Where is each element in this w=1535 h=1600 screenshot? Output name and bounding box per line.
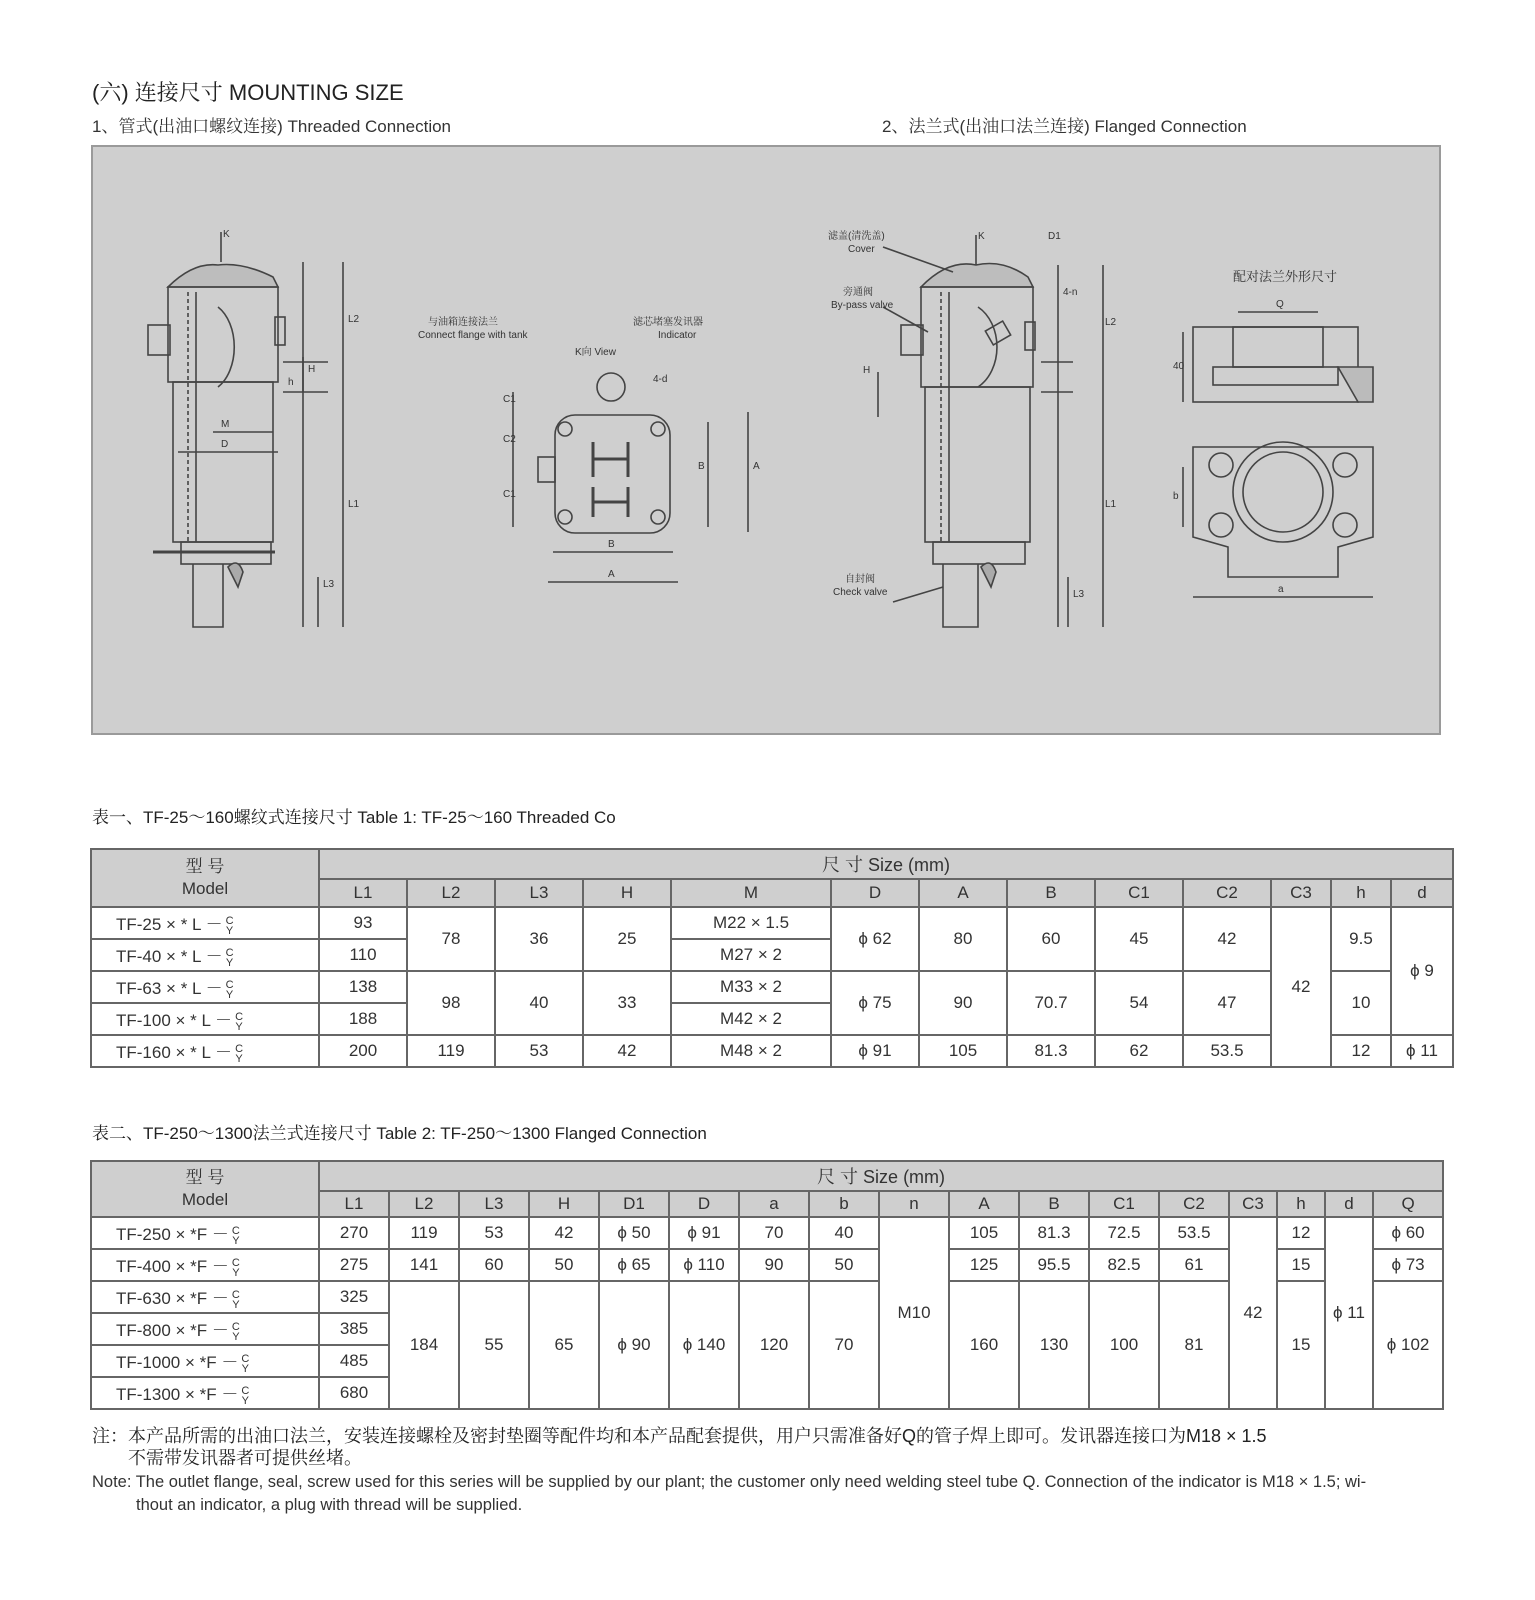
cell-l3: 53 bbox=[495, 1035, 583, 1067]
suffix-y: Y bbox=[241, 1394, 249, 1407]
suffix-y: Y bbox=[225, 988, 234, 1001]
cell-l2: 119 bbox=[389, 1217, 459, 1249]
suffix-c: C bbox=[231, 1288, 240, 1301]
label-cover-en: Cover bbox=[848, 244, 875, 255]
cell-b: 60 bbox=[1007, 907, 1095, 971]
model-name: TF-800 × *F － bbox=[116, 1321, 229, 1341]
col-header: M bbox=[671, 879, 831, 907]
col-header: A bbox=[949, 1191, 1019, 1217]
label-d1: D1 bbox=[1048, 231, 1061, 242]
suffix-c: C bbox=[225, 914, 234, 927]
cell-l1: 110 bbox=[319, 939, 407, 971]
cell-c2: 53.5 bbox=[1159, 1217, 1229, 1249]
cell-m: M22 × 1.5 bbox=[671, 907, 831, 939]
label-m: M bbox=[221, 419, 230, 430]
col-header: C3 bbox=[1271, 879, 1331, 907]
section-title: (六) 连接尺寸 MOUNTING SIZE bbox=[92, 80, 404, 105]
suffix-y: Y bbox=[225, 956, 234, 969]
table-row bbox=[91, 1035, 1453, 1067]
cell-c1: 82.5 bbox=[1089, 1249, 1159, 1281]
model-cell bbox=[91, 939, 319, 971]
cell-l2: 141 bbox=[389, 1249, 459, 1281]
model-header-cn: 型 号 bbox=[185, 857, 225, 876]
label-q: Q bbox=[1276, 299, 1284, 310]
model-name: TF-100 × * L － bbox=[116, 1011, 233, 1031]
cell-n: M10 bbox=[879, 1217, 949, 1409]
technical-drawing bbox=[93, 147, 1439, 733]
cell-h: 42 bbox=[583, 1035, 671, 1067]
label-d: D bbox=[221, 439, 229, 450]
suffix-cy bbox=[232, 1258, 240, 1278]
cell-b: 40 bbox=[809, 1217, 879, 1249]
col-header: H bbox=[529, 1191, 599, 1217]
cell-hh: 12 bbox=[1277, 1217, 1325, 1249]
cell-bb: 81.3 bbox=[1019, 1217, 1089, 1249]
col-header: d bbox=[1391, 879, 1453, 907]
cell-aa: 105 bbox=[949, 1217, 1019, 1249]
model-header-cn: 型 号 bbox=[185, 1168, 225, 1187]
label-k: K bbox=[223, 229, 230, 240]
model-name: TF-1000 × *F － bbox=[116, 1353, 239, 1373]
cell-d: ϕ 62 bbox=[831, 907, 919, 971]
table1-caption: 表一、TF-25～160螺纹式连接尺寸 Table 1: TF-25～160 Threaded Co bbox=[92, 808, 616, 827]
suffix-cy bbox=[232, 1290, 240, 1310]
suffix-c: C bbox=[241, 1384, 250, 1397]
cell-hh: 15 bbox=[1277, 1281, 1325, 1409]
col-header: C2 bbox=[1159, 1191, 1229, 1217]
cell-l1: 138 bbox=[319, 971, 407, 1003]
cell-a: 70 bbox=[739, 1217, 809, 1249]
cell-d: ϕ 91 bbox=[669, 1217, 739, 1249]
technical-drawing-panel bbox=[91, 145, 1441, 735]
col-header: L1 bbox=[319, 1191, 389, 1217]
cell-m: M42 × 2 bbox=[671, 1003, 831, 1035]
cell-m: M27 × 2 bbox=[671, 939, 831, 971]
cell-a: 90 bbox=[739, 1249, 809, 1281]
k-view-drawing bbox=[513, 373, 748, 582]
label-kview: K向 View bbox=[575, 347, 616, 358]
subtitle-flanged: 2、法兰式(出油口法兰连接) Flanged Connection bbox=[882, 117, 1247, 136]
cell-b: 70.7 bbox=[1007, 971, 1095, 1035]
col-header: Q bbox=[1373, 1191, 1443, 1217]
cell-l3: 40 bbox=[495, 971, 583, 1035]
cell-l1: 93 bbox=[319, 907, 407, 939]
cell-c1: 54 bbox=[1095, 971, 1183, 1035]
model-cell bbox=[91, 1003, 319, 1035]
cell-l1: 275 bbox=[319, 1249, 389, 1281]
suffix-cy bbox=[235, 1044, 243, 1064]
label-flange-en: Connect flange with tank bbox=[418, 330, 528, 341]
label-b-shape: b bbox=[1173, 491, 1179, 502]
cell-a: 105 bbox=[919, 1035, 1007, 1067]
suffix-c: C bbox=[231, 1320, 240, 1333]
cell-m: M33 × 2 bbox=[671, 971, 831, 1003]
col-header: B bbox=[1019, 1191, 1089, 1217]
cell-d: ϕ 75 bbox=[831, 971, 919, 1035]
label-flange-shape: 配对法兰外形尺寸 bbox=[1233, 269, 1338, 284]
label-c1-bottom: C1 bbox=[503, 489, 516, 500]
model-name: TF-40 × * L － bbox=[116, 947, 223, 967]
table-row bbox=[91, 1217, 1443, 1249]
cell-c1: 62 bbox=[1095, 1035, 1183, 1067]
suffix-cy bbox=[226, 948, 234, 968]
cell-d1: ϕ 50 bbox=[599, 1217, 669, 1249]
model-cell bbox=[91, 907, 319, 939]
suffix-y: Y bbox=[232, 1234, 240, 1247]
col-header: n bbox=[879, 1191, 949, 1217]
cell-a: 80 bbox=[919, 907, 1007, 971]
table-threaded bbox=[90, 848, 1454, 1068]
cell-c2: 42 bbox=[1183, 907, 1271, 971]
suffix-cy bbox=[241, 1354, 249, 1374]
note-en-line1: Note: The outlet flange, seal, screw used for this series will be supplied by our plant; the customer only need welding steel tube Q. Connection of the indicator is M18 × 1.5; wi- bbox=[92, 1473, 1367, 1491]
label-check-cn: 自封阀 bbox=[845, 574, 875, 585]
cell-l1: 200 bbox=[319, 1035, 407, 1067]
model-header bbox=[91, 849, 319, 907]
cell-c1: 45 bbox=[1095, 907, 1183, 971]
col-header: L3 bbox=[459, 1191, 529, 1217]
col-header: a bbox=[739, 1191, 809, 1217]
model-cell bbox=[91, 1281, 319, 1313]
col-header: L1 bbox=[319, 879, 407, 907]
model-header-en: Model bbox=[181, 879, 229, 898]
cell-h: 65 bbox=[529, 1281, 599, 1409]
suffix-y: Y bbox=[235, 1052, 243, 1065]
label-c2: C2 bbox=[503, 434, 516, 445]
cell-bb: 95.5 bbox=[1019, 1249, 1089, 1281]
suffix-cy bbox=[235, 1012, 243, 1032]
label-indicator-en: Indicator bbox=[658, 330, 697, 341]
label-4n: 4-n bbox=[1063, 287, 1078, 298]
model-cell bbox=[91, 1345, 319, 1377]
cell-c3: 42 bbox=[1229, 1217, 1277, 1409]
col-header: D1 bbox=[599, 1191, 669, 1217]
cell-a: 120 bbox=[739, 1281, 809, 1409]
cell-q: ϕ 102 bbox=[1373, 1281, 1443, 1409]
model-header-en: Model bbox=[181, 1190, 229, 1209]
label-b-bottom: B bbox=[608, 539, 615, 550]
cell-c2: 61 bbox=[1159, 1249, 1229, 1281]
cell-d1: ϕ 65 bbox=[599, 1249, 669, 1281]
cell-a: 90 bbox=[919, 971, 1007, 1035]
col-header: C1 bbox=[1089, 1191, 1159, 1217]
cell-l1: 385 bbox=[319, 1313, 389, 1345]
cell-d: ϕ 110 bbox=[669, 1249, 739, 1281]
cell-l2: 184 bbox=[389, 1281, 459, 1409]
suffix-y: Y bbox=[225, 924, 234, 937]
cell-l3: 36 bbox=[495, 907, 583, 971]
suffix-cy bbox=[226, 980, 234, 1000]
model-name: TF-63 × * L － bbox=[116, 979, 223, 999]
col-header: d bbox=[1325, 1191, 1373, 1217]
model-name: TF-250 × *F － bbox=[116, 1225, 229, 1245]
label-check-en: Check valve bbox=[833, 587, 888, 598]
label-h-flanged: H bbox=[863, 365, 871, 376]
suffix-y: Y bbox=[232, 1266, 240, 1279]
cell-h: 50 bbox=[529, 1249, 599, 1281]
col-header: C3 bbox=[1229, 1191, 1277, 1217]
cell-h: 25 bbox=[583, 907, 671, 971]
model-cell bbox=[91, 1377, 319, 1409]
suffix-cy bbox=[232, 1226, 240, 1246]
model-cell bbox=[91, 1313, 319, 1345]
label-l1-flanged: L1 bbox=[1105, 499, 1117, 510]
col-header: L2 bbox=[389, 1191, 459, 1217]
cell-c2: 47 bbox=[1183, 971, 1271, 1035]
col-header: L3 bbox=[495, 879, 583, 907]
cell-hh: 15 bbox=[1277, 1249, 1325, 1281]
note-cn-line2: 不需带发讯器者可提供丝堵。 bbox=[128, 1448, 362, 1468]
cell-dd: ϕ 11 bbox=[1325, 1217, 1373, 1409]
label-40: 40 bbox=[1173, 361, 1185, 372]
label-bypass-en: By-pass valve bbox=[831, 300, 894, 311]
label-l1: L1 bbox=[348, 499, 360, 510]
label-l3: L3 bbox=[323, 579, 335, 590]
cell-c1: 72.5 bbox=[1089, 1217, 1159, 1249]
cell-l1: 485 bbox=[319, 1345, 389, 1377]
subtitle-threaded: 1、管式(出油口螺纹连接) Threaded Connection bbox=[92, 117, 452, 136]
model-name: TF-160 × * L － bbox=[116, 1043, 233, 1063]
cell-hh: 12 bbox=[1331, 1035, 1391, 1067]
note-chinese bbox=[92, 1425, 1452, 1469]
suffix-y: Y bbox=[235, 1020, 243, 1033]
col-header: L2 bbox=[407, 879, 495, 907]
col-header: b bbox=[809, 1191, 879, 1217]
label-c1-top: C1 bbox=[503, 394, 516, 405]
cell-l2: 119 bbox=[407, 1035, 495, 1067]
suffix-c: C bbox=[225, 978, 234, 991]
cell-c1: 100 bbox=[1089, 1281, 1159, 1409]
cell-l2: 98 bbox=[407, 971, 495, 1035]
suffix-cy bbox=[226, 916, 234, 936]
col-header: H bbox=[583, 879, 671, 907]
suffix-c: C bbox=[235, 1010, 244, 1023]
cell-b: 81.3 bbox=[1007, 1035, 1095, 1067]
cell-hh: 10 bbox=[1331, 971, 1391, 1035]
suffix-cy bbox=[241, 1386, 249, 1406]
col-header: B bbox=[1007, 879, 1095, 907]
cell-d: ϕ 140 bbox=[669, 1281, 739, 1409]
suffix-c: C bbox=[231, 1224, 240, 1237]
cell-l3: 55 bbox=[459, 1281, 529, 1409]
suffix-c: C bbox=[241, 1352, 250, 1365]
model-name: TF-25 × * L － bbox=[116, 915, 223, 935]
cell-hh: 9.5 bbox=[1331, 907, 1391, 971]
cell-aa: 125 bbox=[949, 1249, 1019, 1281]
label-hh: h bbox=[288, 377, 294, 388]
suffix-c: C bbox=[235, 1042, 244, 1055]
threaded-filter-drawing bbox=[148, 232, 343, 627]
cell-h: 33 bbox=[583, 971, 671, 1035]
cell-b: 50 bbox=[809, 1249, 879, 1281]
label-k-flanged: K bbox=[978, 231, 985, 242]
note-english bbox=[92, 1471, 1452, 1517]
label-cover-cn: 滤盖(清洗盖) bbox=[828, 231, 885, 242]
cell-l1: 680 bbox=[319, 1377, 389, 1409]
model-cell bbox=[91, 1035, 319, 1067]
cell-dd: ϕ 11 bbox=[1391, 1035, 1453, 1067]
cell-l3: 60 bbox=[459, 1249, 529, 1281]
cell-q: ϕ 60 bbox=[1373, 1217, 1443, 1249]
cell-c3: 42 bbox=[1271, 907, 1331, 1067]
note-cn-line1: 注：本产品所需的出油口法兰，安装连接螺栓及密封垫圈等配件均和本产品配套提供，用户只需准备好Q的管子焊上即可。发讯器连接口为M18 × 1.5 bbox=[92, 1426, 1267, 1446]
cell-m: M48 × 2 bbox=[671, 1035, 831, 1067]
suffix-cy bbox=[232, 1322, 240, 1342]
model-cell bbox=[91, 1249, 319, 1281]
col-header: D bbox=[669, 1191, 739, 1217]
label-a-shape: a bbox=[1278, 584, 1284, 595]
cell-l3: 53 bbox=[459, 1217, 529, 1249]
suffix-c: C bbox=[225, 946, 234, 959]
label-b-side: B bbox=[698, 461, 705, 472]
label-l2-flanged: L2 bbox=[1105, 317, 1117, 328]
cell-bb: 130 bbox=[1019, 1281, 1089, 1409]
col-header: h bbox=[1331, 879, 1391, 907]
suffix-y: Y bbox=[241, 1362, 249, 1375]
label-h: H bbox=[308, 364, 316, 375]
col-header: D bbox=[831, 879, 919, 907]
note-en-line2: thout an indicator, a plug with thread will be supplied. bbox=[136, 1496, 523, 1514]
flange-shape-drawing bbox=[1183, 312, 1373, 597]
suffix-y: Y bbox=[232, 1330, 240, 1343]
cell-l1: 325 bbox=[319, 1281, 389, 1313]
cell-l1: 270 bbox=[319, 1217, 389, 1249]
label-flange-cn: 与油箱连接法兰 bbox=[428, 317, 498, 328]
label-bypass-cn: 旁通阀 bbox=[843, 287, 873, 298]
cell-d: ϕ 91 bbox=[831, 1035, 919, 1067]
label-l3-flanged: L3 bbox=[1073, 589, 1085, 600]
label-a-side: A bbox=[753, 461, 760, 472]
model-cell bbox=[91, 971, 319, 1003]
label-l2: L2 bbox=[348, 314, 360, 325]
cell-q: ϕ 73 bbox=[1373, 1249, 1443, 1281]
table-row bbox=[91, 907, 1453, 939]
cell-h: 42 bbox=[529, 1217, 599, 1249]
cell-l1: 188 bbox=[319, 1003, 407, 1035]
label-indicator-cn: 滤芯堵塞发讯器 bbox=[633, 317, 703, 328]
size-header: 尺 寸 Size (mm) bbox=[319, 1161, 1443, 1191]
model-name: TF-1300 × *F － bbox=[116, 1385, 239, 1405]
cell-dd: ϕ 9 bbox=[1391, 907, 1453, 1035]
model-header bbox=[91, 1161, 319, 1217]
table-row bbox=[91, 971, 1453, 1003]
cell-l2: 78 bbox=[407, 907, 495, 971]
table-flanged bbox=[90, 1160, 1444, 1410]
suffix-c: C bbox=[231, 1256, 240, 1269]
cell-aa: 160 bbox=[949, 1281, 1019, 1409]
suffix-y: Y bbox=[232, 1298, 240, 1311]
label-4d: 4-d bbox=[653, 374, 668, 385]
cell-c2: 81 bbox=[1159, 1281, 1229, 1409]
cell-c2: 53.5 bbox=[1183, 1035, 1271, 1067]
table2-caption: 表二、TF-250～1300法兰式连接尺寸 Table 2: TF-250～1300 Flanged Connection bbox=[92, 1124, 707, 1143]
col-header: C2 bbox=[1183, 879, 1271, 907]
model-name: TF-630 × *F － bbox=[116, 1289, 229, 1309]
label-a-bottom: A bbox=[608, 569, 615, 580]
cell-d1: ϕ 90 bbox=[599, 1281, 669, 1409]
col-header: h bbox=[1277, 1191, 1325, 1217]
model-name: TF-400 × *F － bbox=[116, 1257, 229, 1277]
model-cell bbox=[91, 1217, 319, 1249]
cell-b: 70 bbox=[809, 1281, 879, 1409]
size-header: 尺 寸 Size (mm) bbox=[319, 849, 1453, 879]
col-header: C1 bbox=[1095, 879, 1183, 907]
col-header: A bbox=[919, 879, 1007, 907]
